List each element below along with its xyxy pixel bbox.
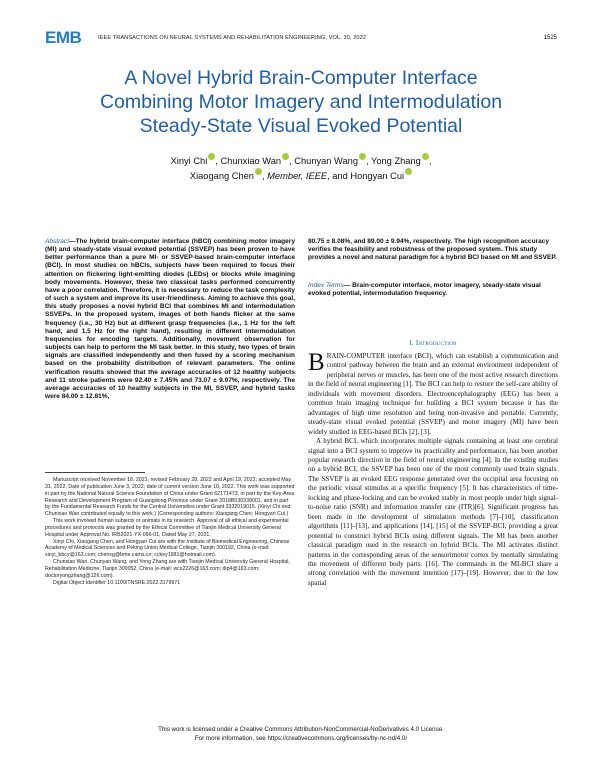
footnotes <box>45 477 295 587</box>
paragraph: A hybrid BCI, which incorporates multiple signals containing at least one cerebral signal into a BCI system to improve its practicality and performance, has been another popular research direction in the field of neural engineering [4]. In the existing studies on a hybrid BCI, the SSVEP has been one of the most commonly used brain signals. The SSVEP is an evoked EEG response generated over the occipital area focusing on the periodic visual stimulus at a specific frequency [5]. It has characteristics of time-locking and phase-locking and can be evoked stably in most people under high signal-to-noise ratio (SNR) and information transfer rate (ITR)[6]. Significant progress has been made in the development of stimulation methods [7]–[10], classification algorithms [11]–[13], and applications [14], [15] of the SSVEP-BCI, providing a great potential to construct hybrid BCIs using different signals. The MI has been another classical paradigm used in the research on hybrid BCIs. The MI activates distinct patterns in the corresponding areas of the sensorimotor cortex by mentally simulating the movement of different body parts. [16]. The commands in the MI-BCI share a strong correlation with the movement intention [17]–[19]. However, due to the low spatial <box>308 437 558 587</box>
orcid-icon[interactable] <box>422 153 429 160</box>
abstract-text: —The hybrid brain-computer interface (hBCI) combining motor imagery (MI) and steady-state visual evoked potential (SSVEP) has been proven to have better performance than a pure MI- or SSVEP-based brain-computer interface (BCI). In most studies on hBCIs, subjects have been required to focus their attention on flickering light-emitting diodes (LEDs) or blocks while imagining body movements. However, these two classical tasks performed concurrently have a poor correlation. Therefore, it is necessary to reduce the task complexity of such a system and improve its user-friendliness. Aiming to achieve this goal, this study proposes a novel hybrid BCI that combines MI and intermodulation SSVEPs. In the proposed system, images of both hands flicker at the same frequency (i.e., 30 Hz) but at different grasp frequencies (i.e., 1 Hz for the left hand, and 1.5 Hz for the right hand), resulting in different intermodulation frequencies for encoding targets. Additionally, movement observation for subjects can help to perform the MI task better. In this study, two types of brain signals are classified independently and then fused by a scoring mechanism based on the probability distribution of relevant parameters. The online verification results showed that the average accuracies of 12 healthy subjects and 11 stroke patients were 92.40 ± 7.45% and 73.07 ± 9.07%, respectively. The average accuracies of 10 healthy subjects in the MI, SSVEP, and hybrid tasks were 84.00 ± 12.81%, <box>45 238 295 400</box>
paragraph <box>308 349 558 437</box>
paragraph-text: RAIN-COMPUTER interface (BCI), which can establish a communication and control pathway between the brain and an external environment independent of peripheral nerves or muscles, has been one of the most active research directions in the field of neural engineering [1]. The BCI can help to restore the self-care ability of individuals with movement disorders. Electroencephalography (EEG) has been a common brain imaging technique for building a BCI system because it has the advantages of high time resolution and being non-invasive and portable. Currently, steady-state visual evoked potential (SSVEP) and motor imagery (MI) have been widely studied in EEG-based BCIs [2], [3]. <box>308 352 558 436</box>
author-name: , and Hongyan Cui <box>327 171 405 181</box>
footnote-rule <box>45 472 145 473</box>
author-name: , Chunyan Wang <box>289 156 358 166</box>
abstract-continued: 80.75 ± 8.08%, and 89.00 ± 9.94%, respectively. The high recognition accuracy verifies the feasibility and robustness of the proposed system. This study provides a novel and natural paradigm for a hybrid BCI based on MI and SSVEP. <box>308 238 557 262</box>
author-name: , Yong Zhang <box>366 156 421 166</box>
running-header <box>45 28 557 48</box>
license-line: This work is licensed under a Creative Commons Attribution-NonCommercial-NoDerivatives 4.0 License. <box>158 726 444 733</box>
page-number: 1525 <box>543 35 557 41</box>
orcid-icon[interactable] <box>255 168 262 175</box>
footnote: This work involved human subjects or animals in its research. Approval of all ethical and experimental procedures and protocols was granted by the Ethical Committee of Tianjin Medical University General Hospital under Approval No. IRB2021-YX-096-01, Dated May 27, 2021. <box>45 518 289 538</box>
paper-title <box>45 66 557 138</box>
license-link[interactable]: For more information, see https://creativecommons.org/licenses/by-nc-nd/4.0/ <box>194 735 408 742</box>
abstract <box>45 238 295 401</box>
title-line: A Novel Hybrid Brain-Computer Interface <box>124 67 478 89</box>
abstract-label: Abstract <box>45 238 70 245</box>
footnote: Chunxiao Wan, Chunyan Wang, and Yong Zhang are with Tianjin Medical University General Hospital, Rehabilitation Medicine, Tianjin 300052, China (e-mail: wcx2226@163.com; dip4@163.com; doctoryongzhang@126.com). <box>45 559 290 579</box>
section-heading <box>308 339 558 347</box>
title-line: Combining Motor Imagery and Intermodulation <box>99 91 503 113</box>
emb-logo: EMB <box>45 28 82 47</box>
index-terms-text: — Brain-computer interface, motor imagery, steady-state visual evoked potential, intermodulation frequency. <box>308 282 541 298</box>
orcid-icon[interactable] <box>359 153 366 160</box>
author-line-1 <box>45 153 557 168</box>
membership: Member, IEEE <box>267 171 328 181</box>
journal-name: IEEE TRANSACTIONS ON NEURAL SYSTEMS AND REHABILITATION ENGINEERING, VOL. 30, 2022 <box>98 35 367 41</box>
author-name: Xinyi Chi <box>170 156 208 166</box>
author-line-2 <box>45 168 557 183</box>
author-separator: , <box>261 171 268 181</box>
section-title: Introduction <box>415 339 457 347</box>
license-notice <box>45 725 557 743</box>
title-line: Steady-State Visual Evoked Potential <box>139 115 463 137</box>
author-separator: , <box>428 156 432 166</box>
footnote: Xinyi Chi, Xiaogang Chen, and Hongyan Cui are with the Institute of Biomedical Engineering, Chinese Academy of Medical Sciences and Peking Union Medical College, Tianjin 300192, China (e-mail: xinyi_bbcy@163.com; chenxg@bme.cams.cn; cckey1981@hotmail.com). <box>45 538 290 559</box>
author-name: , Chunxiao Wan <box>215 156 282 166</box>
footnote: Digital Object Identifier 10.1109/TNSRE.2022.3179971 <box>53 579 181 586</box>
author-name: Xiaogang Chen <box>189 171 254 181</box>
introduction-body <box>308 349 558 588</box>
footnote: Manuscript received November 18, 2021; revised February 28, 2022 and April 19, 2022; accepted May 31, 2022. Date of publication June 3, 2022; date of current version June 10, 2022. This work was supported in part by the National Natural Science Foundation of China under Grant 62171473, in part by the Key-Area Research and Development Program of Guangdong Province under Grant 2018B030339001, and in part by the Fundamental Research Funds for the Central Universities under Grant 3332019015. (Xinyi Chi and Chunxiao Wan contributed equally to this work.) (Corresponding authors: Xiaogang Chen; Hongyan Cui.) <box>45 477 295 518</box>
drop-cap: B <box>308 349 325 376</box>
section-number: I. <box>409 339 414 347</box>
index-terms-label: Index Terms <box>308 282 344 289</box>
orcid-icon[interactable] <box>405 168 412 175</box>
index-terms <box>308 282 558 298</box>
author-list <box>45 153 557 183</box>
